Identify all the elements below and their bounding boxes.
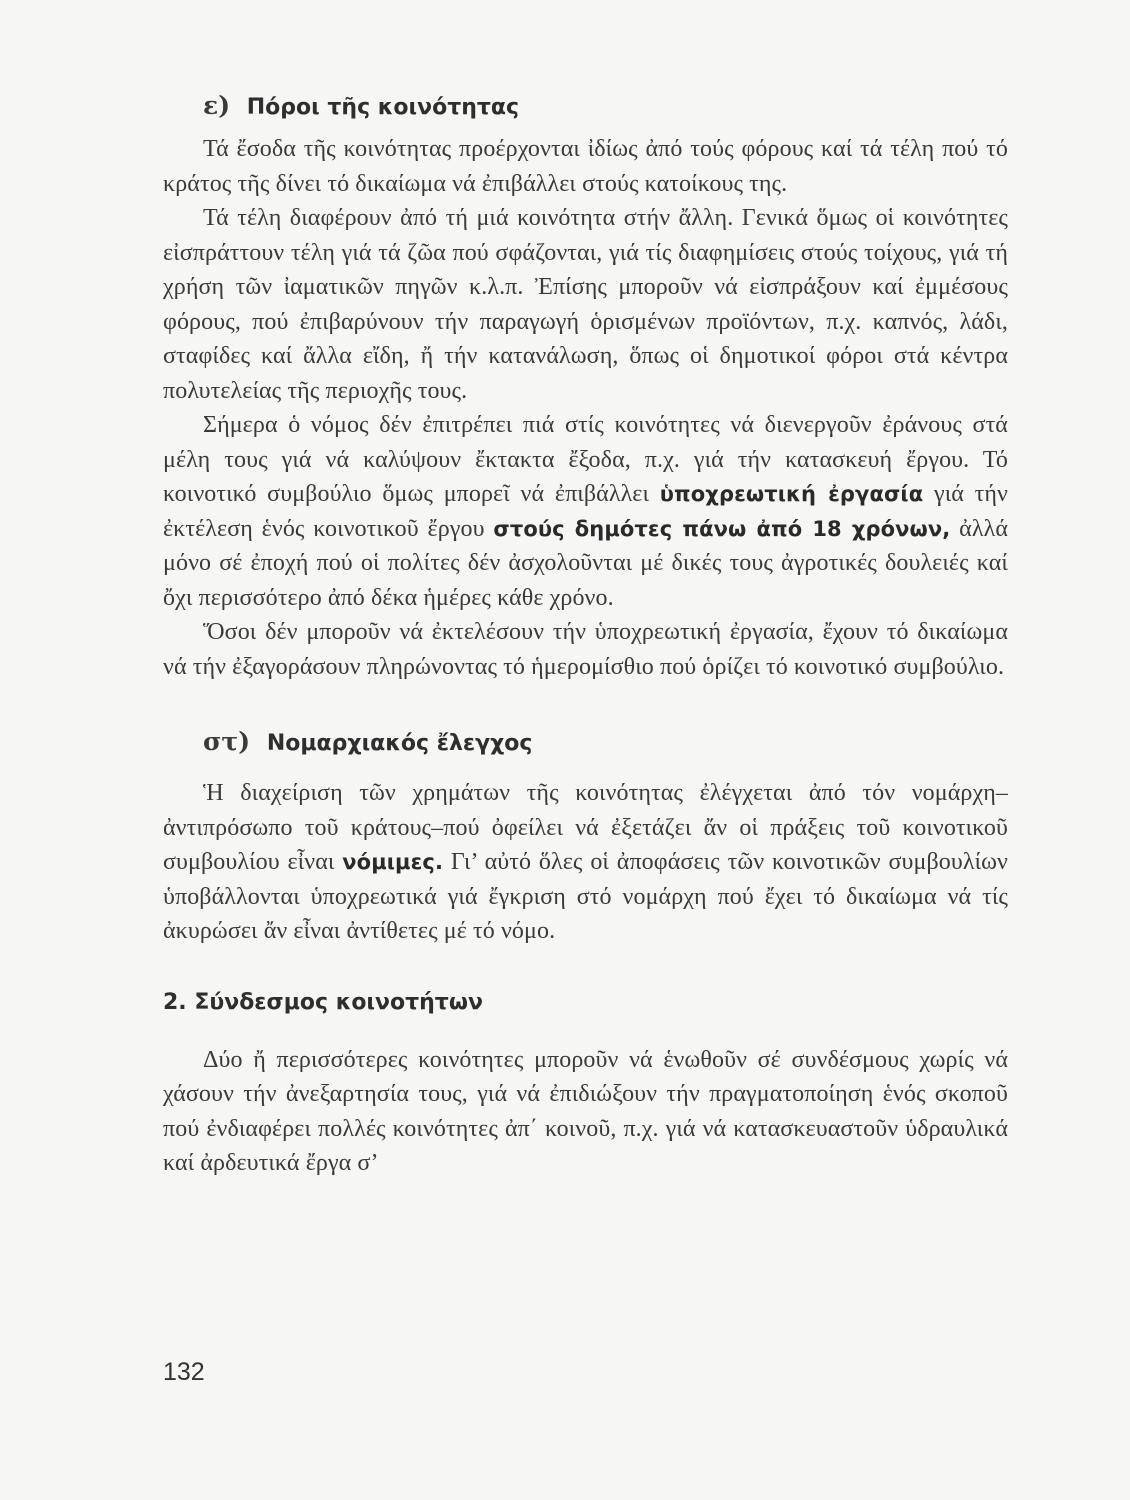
section-2-paragraph-1: Δύο ἤ περισσότερες κοινότητες μποροῦν νά ἑνωθοῦν σέ συνδέσμους χωρίς νά χάσουν τήν ἀνεξαρτησία τους, γιά νά ἐπιδιώξουν τήν πραγματοποίηση ἑνός σκοποῦ πού ἐνδιαφέρει πολλές κοινότητες ἀπ΄ κοινοῦ, π.χ. γιά νά κατασκευαστοῦν ὑδραυλικά καί ἀρδευτικά ἔργα σ’ xyxy=(163,1046,1008,1176)
section-e-paragraph-2: Τά τέλη διαφέρουν ἀπό τή μιά κοινότητα στήν ἄλλη. Γενικά ὅμως οἱ κοινότητες εἰσπράττουν τέλη γιά τά ζῶα πού σφάζονται, γιά τίς διαφημίσεις στούς τοίχους, γιά τή χρήση τῶν ἰαματικῶν πηγῶν κ.λ.π. Ἐπίσης μποροῦν νά εἰσπράξουν καί ἐμμέσους φόρους, πού ἐπιβαρύνουν τήν παραγωγή ὁρισμένων προϊόντων, π.χ. καπνός, λάδι, σταφίδες καί ἄλλα εἴδη, ἤ τήν κατανάλωση, ὅπως οἱ δημοτικοί φόροι στά κέντρα πολυτελείας τῆς περιοχῆς τους. xyxy=(163,205,1008,404)
section-e-paragraph-3-text-c: γιά τήν ἐκτέλεση ἑνός κοινοτικοῦ ἔργου xyxy=(163,481,1009,542)
spacer xyxy=(163,684,1008,724)
section-2-heading: 2. Σύνδεσμος κοινοτήτων xyxy=(163,989,483,1015)
section-st-marker: στ) xyxy=(203,727,251,756)
page-content xyxy=(163,88,1008,1181)
section-st-title: Νομαρχιακός ἔλεγχος xyxy=(266,731,533,756)
section-e-paragraph-3-text-d: ἀλλά μόνο σέ ἐποχή πού οἱ πολίτες δέν ἀσχολοῦνται μέ δικές τους ἀγροτικές δουλειές καί ὄχι περισσότερο ἀπό δέκα ἡμέρες κάθε χρόνο. xyxy=(163,515,1008,611)
section-e-title: Πόροι τῆς κοινότητας xyxy=(246,95,520,120)
section-st-paragraph-1 xyxy=(163,776,1008,949)
section-st-heading xyxy=(163,724,1008,762)
section-st-paragraph-1-text-c: Γι’ αὐτό ὅλες οἱ ἀποφάσεις τῶν κοινοτικῶν συμβουλίων ὑποβάλλονται ὑποχρεωτικά γιά ἔγκριση στό νομάρχη πού ἔχει τό δικαίωμα νά τίς ἀκυρώσει ἄν εἶναι ἀντίθετες μέ τό νόμο. xyxy=(163,849,1008,944)
section-e-paragraph-1: Τά ἔσοδα τῆς κοινότητας προέρχονται ἰδίως ἀπό τούς φόρους καί τά τέλη πού τό κράτος τῆς δίνει τό δικαίωμα νά ἐπιβάλλει στούς κατοίκους της. xyxy=(163,136,1008,197)
section-e-marker: ε) xyxy=(203,91,231,120)
bold-lawful: νόμιμες. xyxy=(342,850,444,874)
bold-compulsory-labour: ὑποχρεωτική ἐργασία xyxy=(659,482,924,506)
section-e-paragraph-4: Ὅσοι δέν μποροῦν νά ἐκτελέσουν τήν ὑποχρεωτική ἐργασία, ἔχουν τό δικαίωμα νά τήν ἐξαγοράσουν πληρώνοντας τό ἡμερομίσθιο πού ὁρίζει τό κοινοτικό συμβούλιο. xyxy=(163,619,1008,680)
section-e-paragraph-3-text-a: Σήμερα ὁ νόμος δέν ἐπιτρέπει πιά στίς κοινότητες νά διενεργοῦν ἐράνους στά μέλη τους γιά νά καλύψουν ἔκτακτα ἔξοδα, π.χ. γιά τήν κατασκευή ἔργου. Τό κοινοτικό συμβούλιο ὅμως μπορεῖ νά ἐπιβάλλει xyxy=(163,412,1008,507)
section-e-heading xyxy=(163,88,1008,126)
bold-citizens-over-18: στούς δημότες πάνω ἀπό 18 χρόνων, xyxy=(493,516,951,541)
section-st-paragraph-1-text-a: Ἡ διαχείριση τῶν χρημάτων τῆς κοινότητας ἐλέγχεται ἀπό τόν νομάρχη–ἀντιπρόσωπο τοῦ κράτους–πού ὀφείλει νά ἐξετάζει ἄν οἱ πράξεις τοῦ κοινοτικοῦ συμβουλίου εἶναι xyxy=(163,780,1008,875)
spacer xyxy=(163,768,1008,776)
page-number: 132 xyxy=(163,1358,205,1386)
section-e-paragraph-3 xyxy=(163,408,1008,615)
